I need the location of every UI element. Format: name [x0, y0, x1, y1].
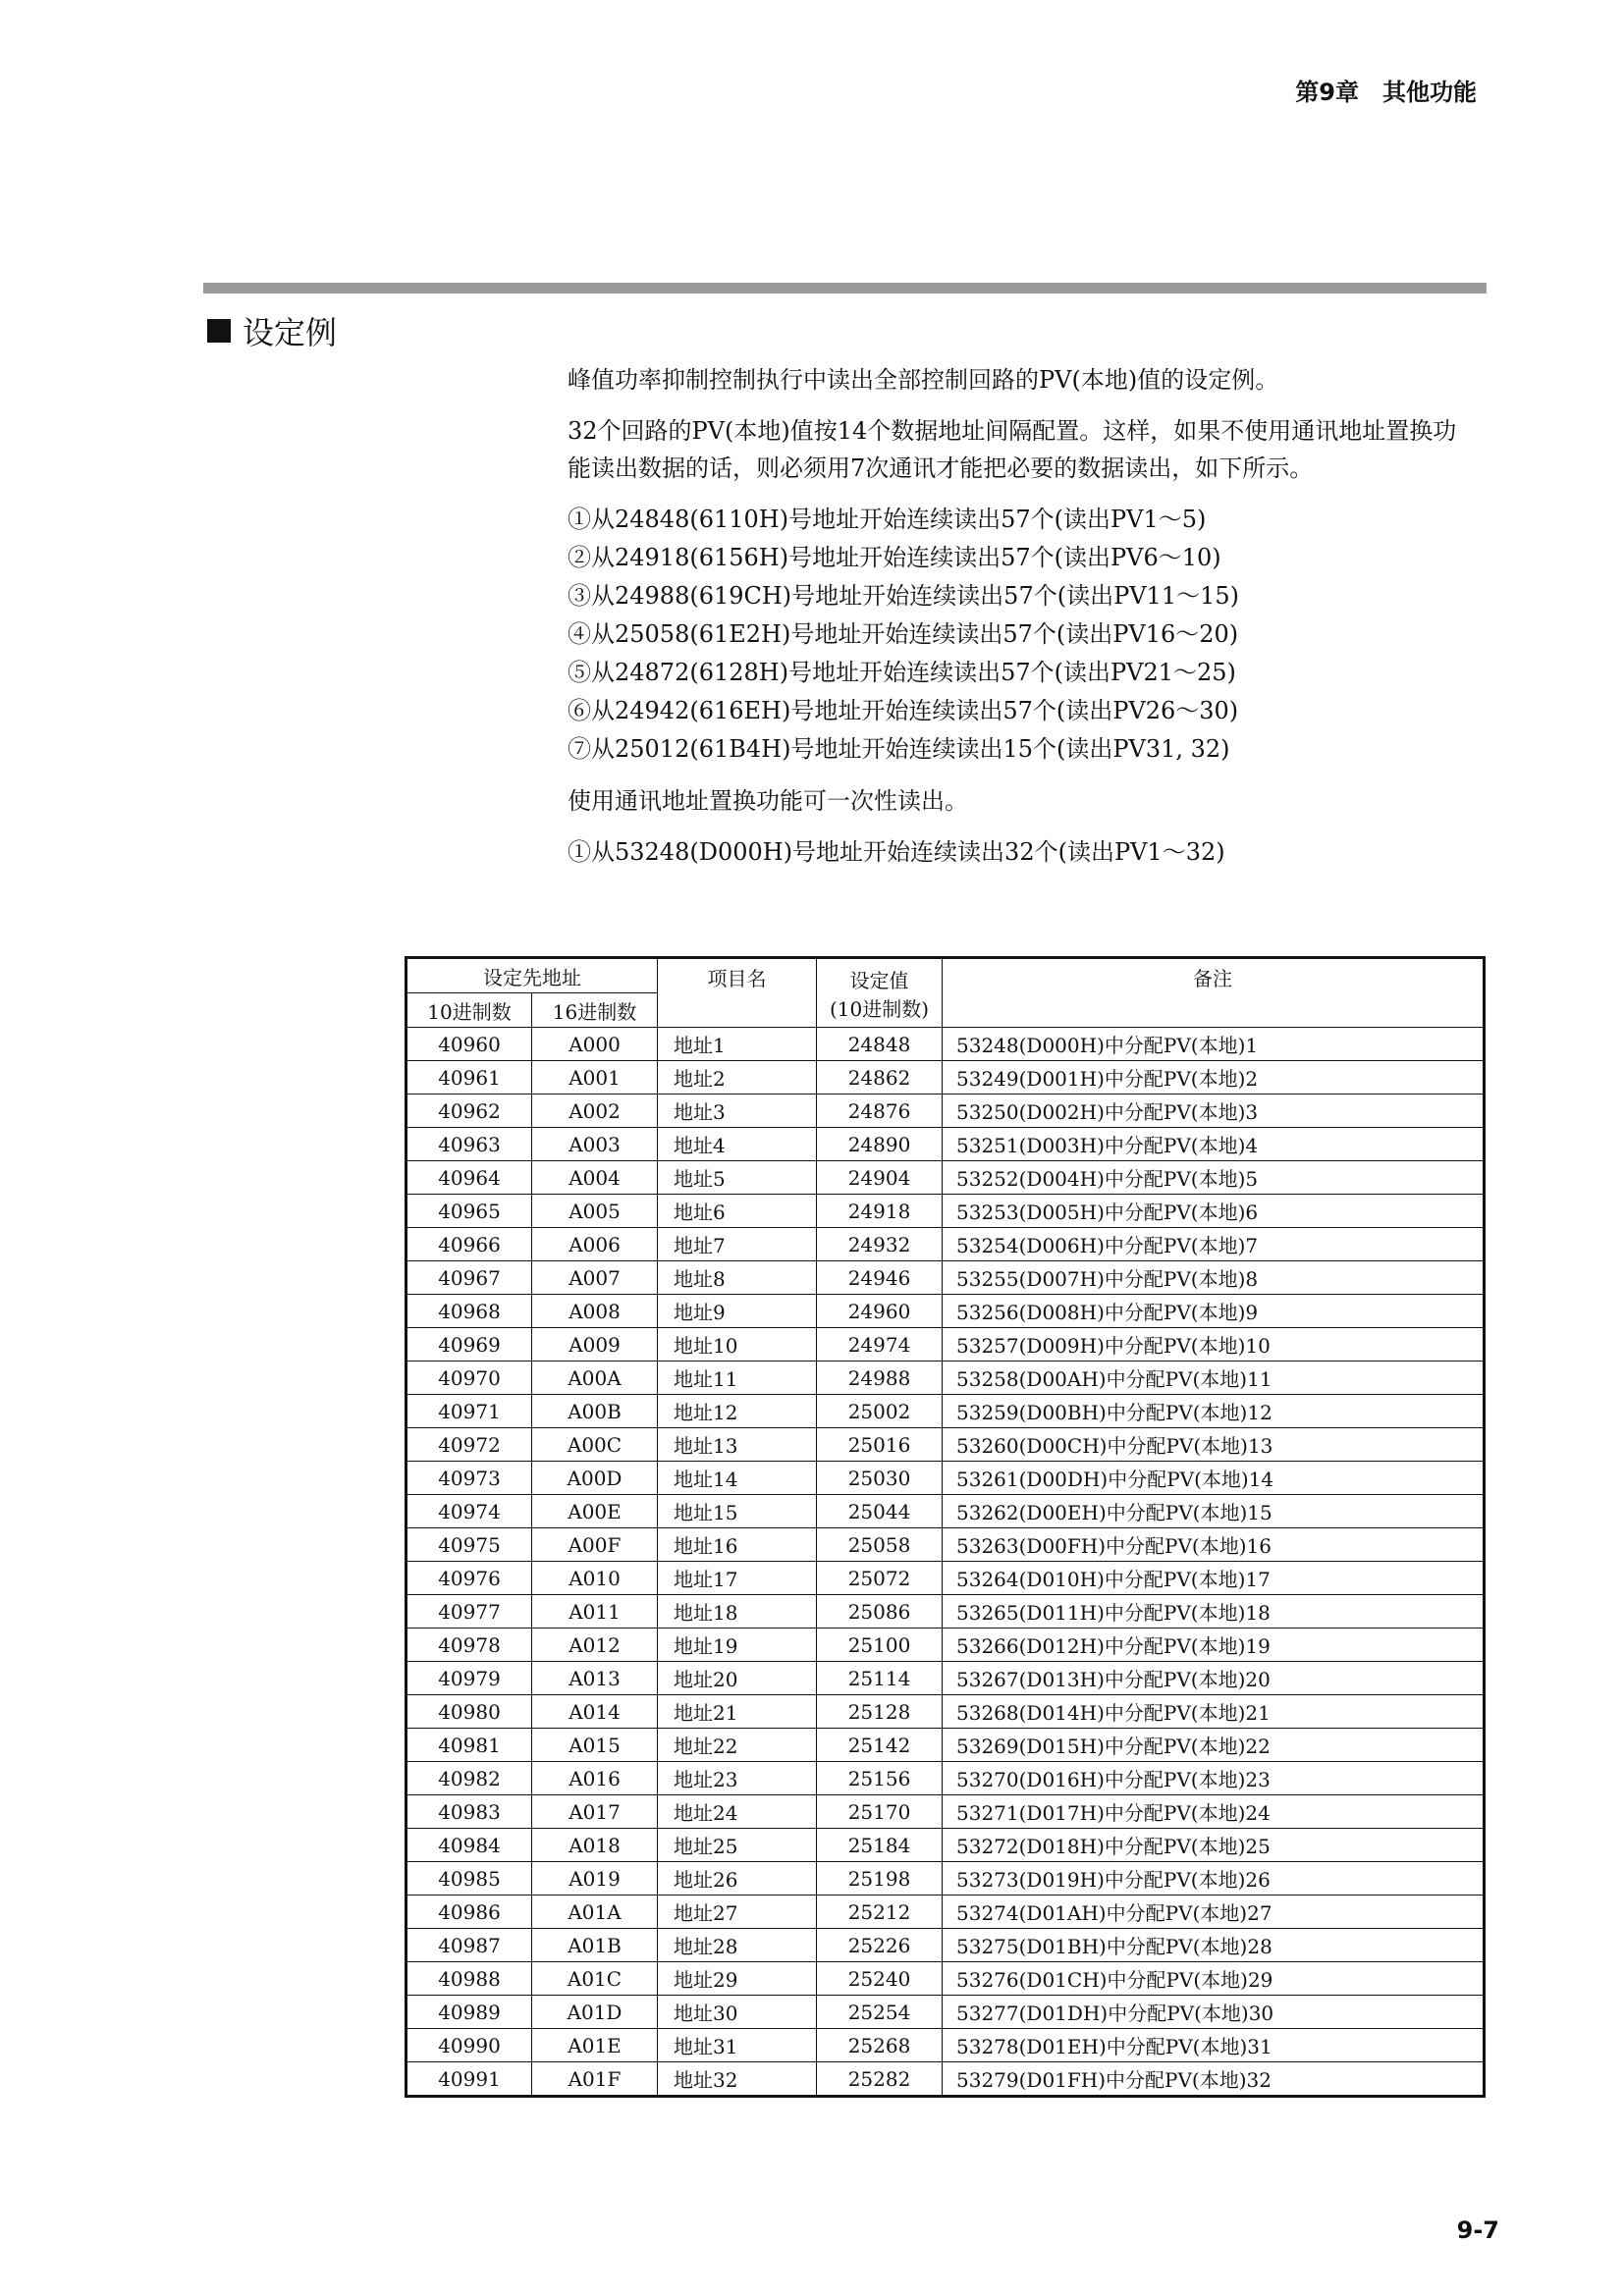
- cell-decimal: 40978: [406, 1629, 532, 1662]
- cell-decimal: 40962: [406, 1095, 532, 1128]
- cell-set-value: 25254: [817, 1996, 943, 2029]
- cell-item-name: 地址10: [658, 1328, 817, 1362]
- cell-note: 53264(D010H)中分配PV(本地)17: [943, 1562, 1485, 1595]
- cell-decimal: 40989: [406, 1996, 532, 2029]
- step-item: ②从24918(6156H)号地址开始连续读出57个(读出PV6～10): [568, 544, 1221, 571]
- step-item: ⑤从24872(6128H)号地址开始连续读出57个(读出PV21～25): [568, 659, 1236, 686]
- cell-set-value: 24946: [817, 1261, 943, 1295]
- cell-hex: A01F: [532, 2062, 658, 2097]
- cell-set-value: 25072: [817, 1562, 943, 1595]
- cell-note: 53258(D00AH)中分配PV(本地)11: [943, 1362, 1485, 1395]
- cell-decimal: 40975: [406, 1528, 532, 1562]
- cell-set-value: 24974: [817, 1328, 943, 1362]
- cell-decimal: 40981: [406, 1729, 532, 1762]
- intro-paragraph-3: 使用通讯地址置换功能可一次性读出。: [568, 787, 968, 815]
- header-dest-address: 设定先地址: [406, 958, 658, 993]
- step-item: ⑦从25012(61B4H)号地址开始连续读出15个(读出PV31, 32): [568, 735, 1230, 763]
- cell-item-name: 地址22: [658, 1729, 817, 1762]
- cell-hex: A01D: [532, 1996, 658, 2029]
- table-row: [406, 1028, 1485, 1061]
- cell-note: 53253(D005H)中分配PV(本地)6: [943, 1195, 1485, 1228]
- table-row: [406, 1996, 1485, 2029]
- cell-hex: A00D: [532, 1462, 658, 1495]
- cell-note: 53277(D01DH)中分配PV(本地)30: [943, 1996, 1485, 2029]
- section-heading: [207, 308, 337, 353]
- cell-item-name: 地址9: [658, 1295, 817, 1328]
- cell-decimal: 40980: [406, 1695, 532, 1729]
- cell-hex: A016: [532, 1762, 658, 1795]
- step-item: ⑥从24942(616EH)号地址开始连续读出57个(读出PV26～30): [568, 697, 1239, 724]
- cell-hex: A017: [532, 1795, 658, 1829]
- cell-decimal: 40984: [406, 1829, 532, 1862]
- cell-set-value: 25240: [817, 1962, 943, 1996]
- cell-item-name: 地址6: [658, 1195, 817, 1228]
- cell-hex: A00C: [532, 1428, 658, 1462]
- cell-hex: A01C: [532, 1962, 658, 1996]
- cell-hex: A002: [532, 1095, 658, 1128]
- table-row: [406, 1695, 1485, 1729]
- cell-decimal: 40961: [406, 1061, 532, 1095]
- cell-note: 53276(D01CH)中分配PV(本地)29: [943, 1962, 1485, 1996]
- cell-item-name: 地址17: [658, 1562, 817, 1595]
- cell-decimal: 40987: [406, 1929, 532, 1962]
- cell-note: 53267(D013H)中分配PV(本地)20: [943, 1662, 1485, 1695]
- cell-item-name: 地址24: [658, 1795, 817, 1829]
- cell-set-value: 25100: [817, 1629, 943, 1662]
- cell-decimal: 40960: [406, 1028, 532, 1061]
- cell-hex: A005: [532, 1195, 658, 1228]
- cell-note: 53250(D002H)中分配PV(本地)3: [943, 1095, 1485, 1128]
- cell-item-name: 地址14: [658, 1462, 817, 1495]
- step-list: [568, 501, 1471, 769]
- cell-set-value: 24876: [817, 1095, 943, 1128]
- table-row: [406, 1061, 1485, 1095]
- cell-set-value: 25086: [817, 1595, 943, 1629]
- cell-hex: A013: [532, 1662, 658, 1695]
- header-set-value: [817, 958, 943, 1028]
- cell-hex: A014: [532, 1695, 658, 1729]
- cell-decimal: 40977: [406, 1595, 532, 1629]
- cell-decimal: 40969: [406, 1328, 532, 1362]
- chapter-header: 第9章 其他功能: [1295, 79, 1477, 106]
- table-row: [406, 1495, 1485, 1528]
- cell-set-value: 25142: [817, 1729, 943, 1762]
- cell-item-name: 地址23: [658, 1762, 817, 1795]
- step-item: ④从25058(61E2H)号地址开始连续读出57个(读出PV16～20): [568, 620, 1239, 648]
- table-row: [406, 1161, 1485, 1195]
- cell-item-name: 地址12: [658, 1395, 817, 1428]
- table-row: [406, 1228, 1485, 1261]
- cell-item-name: 地址13: [658, 1428, 817, 1462]
- cell-note: 53278(D01EH)中分配PV(本地)31: [943, 2029, 1485, 2062]
- cell-note: 53279(D01FH)中分配PV(本地)32: [943, 2062, 1485, 2097]
- cell-note: 53272(D018H)中分配PV(本地)25: [943, 1829, 1485, 1862]
- step-item: ③从24988(619CH)号地址开始连续读出57个(读出PV11～15): [568, 582, 1239, 610]
- cell-item-name: 地址27: [658, 1896, 817, 1929]
- cell-item-name: 地址21: [658, 1695, 817, 1729]
- cell-item-name: 地址4: [658, 1128, 817, 1161]
- cell-set-value: 25030: [817, 1462, 943, 1495]
- table-row: [406, 1896, 1485, 1929]
- intro-paragraph-1: 峰值功率抑制控制执行中读出全部控制回路的PV(本地)值的设定例。: [568, 366, 1279, 394]
- table-row: [406, 1929, 1485, 1962]
- cell-item-name: 地址30: [658, 1996, 817, 2029]
- cell-set-value: 24960: [817, 1295, 943, 1328]
- table-row: [406, 1261, 1485, 1295]
- cell-hex: A000: [532, 1028, 658, 1061]
- cell-note: 53257(D009H)中分配PV(本地)10: [943, 1328, 1485, 1362]
- intro-text: [568, 361, 1471, 884]
- table-row: [406, 1528, 1485, 1562]
- cell-hex: A001: [532, 1061, 658, 1095]
- cell-set-value: 24862: [817, 1061, 943, 1095]
- cell-decimal: 40988: [406, 1962, 532, 1996]
- cell-note: 53269(D015H)中分配PV(本地)22: [943, 1729, 1485, 1762]
- cell-item-name: 地址11: [658, 1362, 817, 1395]
- cell-set-value: 25170: [817, 1795, 943, 1829]
- cell-set-value: 25226: [817, 1929, 943, 1962]
- cell-hex: A011: [532, 1595, 658, 1629]
- cell-decimal: 40982: [406, 1762, 532, 1795]
- table-row: [406, 1762, 1485, 1795]
- table-row: [406, 1829, 1485, 1862]
- cell-set-value: 25058: [817, 1528, 943, 1562]
- header-item-name: 项目名: [658, 958, 817, 1028]
- cell-decimal: 40974: [406, 1495, 532, 1528]
- cell-note: 53251(D003H)中分配PV(本地)4: [943, 1128, 1485, 1161]
- page-number: 9-7: [1456, 2216, 1499, 2244]
- cell-note: 53273(D019H)中分配PV(本地)26: [943, 1862, 1485, 1896]
- cell-item-name: 地址26: [658, 1862, 817, 1896]
- cell-hex: A00F: [532, 1528, 658, 1562]
- cell-set-value: 24890: [817, 1128, 943, 1161]
- header-decimal: 10进制数: [406, 993, 532, 1028]
- cell-item-name: 地址20: [658, 1662, 817, 1695]
- table-row: [406, 1862, 1485, 1896]
- table-row: [406, 1428, 1485, 1462]
- table-row: [406, 1795, 1485, 1829]
- table-body: [406, 1028, 1485, 2097]
- table-row: [406, 1328, 1485, 1362]
- intro-paragraph-2: 32个回路的PV(本地)值按14个数据地址间隔配置。这样，如果不使用通讯地址置换功能读出数据的话，则必须用7次通讯才能把必要的数据读出，如下所示。: [568, 417, 1457, 482]
- cell-note: 53263(D00FH)中分配PV(本地)16: [943, 1528, 1485, 1562]
- cell-set-value: 25184: [817, 1829, 943, 1862]
- cell-item-name: 地址5: [658, 1161, 817, 1195]
- cell-note: 53259(D00BH)中分配PV(本地)12: [943, 1395, 1485, 1428]
- cell-set-value: 25114: [817, 1662, 943, 1695]
- cell-decimal: 40972: [406, 1428, 532, 1462]
- cell-note: 53249(D001H)中分配PV(本地)2: [943, 1061, 1485, 1095]
- cell-note: 53261(D00DH)中分配PV(本地)14: [943, 1462, 1485, 1495]
- cell-note: 53260(D00CH)中分配PV(本地)13: [943, 1428, 1485, 1462]
- cell-set-value: 24932: [817, 1228, 943, 1261]
- square-bullet-icon: [207, 319, 231, 343]
- cell-note: 53275(D01BH)中分配PV(本地)28: [943, 1929, 1485, 1962]
- cell-hex: A019: [532, 1862, 658, 1896]
- cell-set-value: 24988: [817, 1362, 943, 1395]
- cell-hex: A003: [532, 1128, 658, 1161]
- cell-set-value: 25016: [817, 1428, 943, 1462]
- cell-hex: A018: [532, 1829, 658, 1862]
- cell-decimal: 40970: [406, 1362, 532, 1395]
- cell-note: 53248(D000H)中分配PV(本地)1: [943, 1028, 1485, 1061]
- cell-item-name: 地址2: [658, 1061, 817, 1095]
- cell-note: 53271(D017H)中分配PV(本地)24: [943, 1795, 1485, 1829]
- cell-item-name: 地址16: [658, 1528, 817, 1562]
- table-row: [406, 1562, 1485, 1595]
- cell-decimal: 40990: [406, 2029, 532, 2062]
- header-set-value-label: 设定值: [849, 968, 909, 992]
- step-item: ①从24848(6110H)号地址开始连续读出57个(读出PV1～5): [568, 506, 1207, 533]
- table-row: [406, 1962, 1485, 1996]
- cell-decimal: 40968: [406, 1295, 532, 1328]
- cell-item-name: 地址32: [658, 2062, 817, 2097]
- cell-decimal: 40976: [406, 1562, 532, 1595]
- header-note: 备注: [943, 958, 1485, 1028]
- cell-note: 53265(D011H)中分配PV(本地)18: [943, 1595, 1485, 1629]
- cell-decimal: 40991: [406, 2062, 532, 2097]
- section-divider: [203, 283, 1487, 294]
- cell-hex: A01A: [532, 1896, 658, 1929]
- cell-item-name: 地址28: [658, 1929, 817, 1962]
- cell-hex: A008: [532, 1295, 658, 1328]
- table-row: [406, 1729, 1485, 1762]
- cell-hex: A006: [532, 1228, 658, 1261]
- cell-decimal: 40963: [406, 1128, 532, 1161]
- cell-note: 53252(D004H)中分配PV(本地)5: [943, 1161, 1485, 1195]
- cell-item-name: 地址31: [658, 2029, 817, 2062]
- table-row: [406, 1595, 1485, 1629]
- cell-set-value: 25002: [817, 1395, 943, 1428]
- table-row: [406, 1128, 1485, 1161]
- cell-set-value: 24848: [817, 1028, 943, 1061]
- cell-set-value: 25156: [817, 1762, 943, 1795]
- cell-item-name: 地址3: [658, 1095, 817, 1128]
- cell-item-name: 地址19: [658, 1629, 817, 1662]
- cell-note: 53262(D00EH)中分配PV(本地)15: [943, 1495, 1485, 1528]
- cell-note: 53268(D014H)中分配PV(本地)21: [943, 1695, 1485, 1729]
- cell-decimal: 40979: [406, 1662, 532, 1695]
- cell-item-name: 地址25: [658, 1829, 817, 1862]
- table-row: [406, 1395, 1485, 1428]
- cell-item-name: 地址1: [658, 1028, 817, 1061]
- cell-set-value: 25128: [817, 1695, 943, 1729]
- header-set-value-sub: (10进制数): [829, 996, 930, 1021]
- cell-set-value: 25212: [817, 1896, 943, 1929]
- cell-decimal: 40971: [406, 1395, 532, 1428]
- cell-note: 53254(D006H)中分配PV(本地)7: [943, 1228, 1485, 1261]
- cell-decimal: 40985: [406, 1862, 532, 1896]
- cell-note: 53256(D008H)中分配PV(本地)9: [943, 1295, 1485, 1328]
- cell-item-name: 地址15: [658, 1495, 817, 1528]
- cell-set-value: 25282: [817, 2062, 943, 2097]
- table-row: [406, 2062, 1485, 2097]
- cell-hex: A007: [532, 1261, 658, 1295]
- table-row: [406, 1362, 1485, 1395]
- cell-note: 53274(D01AH)中分配PV(本地)27: [943, 1896, 1485, 1929]
- cell-item-name: 地址7: [658, 1228, 817, 1261]
- single-read-step: ①从53248(D000H)号地址开始连续读出32个(读出PV1～32): [568, 838, 1225, 866]
- cell-decimal: 40966: [406, 1228, 532, 1261]
- cell-decimal: 40967: [406, 1261, 532, 1295]
- cell-note: 53255(D007H)中分配PV(本地)8: [943, 1261, 1485, 1295]
- cell-decimal: 40973: [406, 1462, 532, 1495]
- table-row: [406, 2029, 1485, 2062]
- cell-set-value: 24918: [817, 1195, 943, 1228]
- address-table: [405, 956, 1486, 2098]
- section-title: 设定例: [243, 314, 338, 351]
- cell-hex: A012: [532, 1629, 658, 1662]
- cell-hex: A01E: [532, 2029, 658, 2062]
- cell-note: 53266(D012H)中分配PV(本地)19: [943, 1629, 1485, 1662]
- cell-set-value: 25198: [817, 1862, 943, 1896]
- cell-item-name: 地址29: [658, 1962, 817, 1996]
- cell-decimal: 40964: [406, 1161, 532, 1195]
- cell-hex: A010: [532, 1562, 658, 1595]
- cell-hex: A01B: [532, 1929, 658, 1962]
- header-hex: 16进制数: [532, 993, 658, 1028]
- table-row: [406, 1462, 1485, 1495]
- cell-decimal: 40983: [406, 1795, 532, 1829]
- cell-set-value: 25268: [817, 2029, 943, 2062]
- cell-hex: A004: [532, 1161, 658, 1195]
- cell-note: 53270(D016H)中分配PV(本地)23: [943, 1762, 1485, 1795]
- table-row: [406, 1295, 1485, 1328]
- cell-set-value: 24904: [817, 1161, 943, 1195]
- cell-decimal: 40965: [406, 1195, 532, 1228]
- cell-hex: A015: [532, 1729, 658, 1762]
- table-row: [406, 1195, 1485, 1228]
- cell-hex: A009: [532, 1328, 658, 1362]
- cell-item-name: 地址8: [658, 1261, 817, 1295]
- table-row: [406, 1629, 1485, 1662]
- table-row: [406, 1662, 1485, 1695]
- cell-hex: A00B: [532, 1395, 658, 1428]
- cell-item-name: 地址18: [658, 1595, 817, 1629]
- cell-hex: A00E: [532, 1495, 658, 1528]
- cell-hex: A00A: [532, 1362, 658, 1395]
- cell-decimal: 40986: [406, 1896, 532, 1929]
- cell-set-value: 25044: [817, 1495, 943, 1528]
- table-row: [406, 1095, 1485, 1128]
